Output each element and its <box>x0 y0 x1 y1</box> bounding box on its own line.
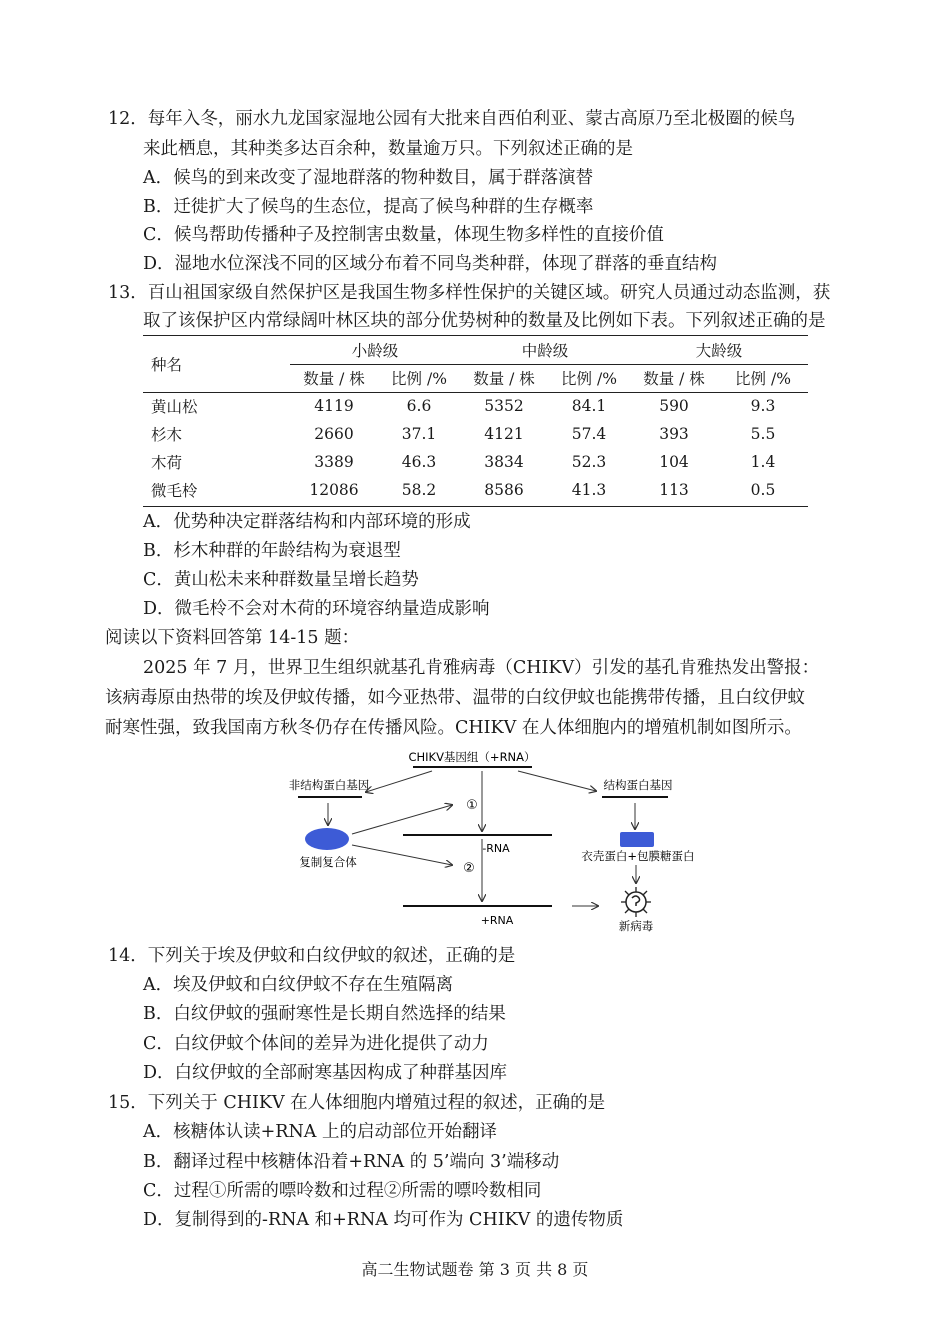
table-cell: 84.1 <box>571 397 607 415</box>
table-cell: 杉木 <box>151 426 183 444</box>
q13-stem-line1: 13．百山祖国家级自然保护区是我国生物多样性保护的关键区域。研究人员通过动态监测，获 <box>108 283 831 303</box>
table-row <box>143 392 808 420</box>
new-virus-label: 新病毒 <box>618 919 654 933</box>
table-cell: 393 <box>659 425 689 443</box>
new-virus-icon <box>621 887 651 917</box>
table-cell: 104 <box>659 453 689 471</box>
table-row <box>143 420 808 448</box>
q15-option-b: B．翻译过程中核糖体沿着+RNA 的 5’端向 3’端移动 <box>143 1152 560 1172</box>
table-cell: 52.3 <box>571 453 607 471</box>
capsid-protein-shape <box>620 832 654 847</box>
q12-stem-line1: 12．每年入冬，丽水九龙国家湿地公园有大批来自西伯利亚、蒙古高原乃至北极圈的候鸟 <box>108 109 796 129</box>
reading-paragraph-line2: 该病毒原由热带的埃及伊蚊传播，如今亚热带、温带的白纹伊蚊也能携带传播，且白纹伊蚊 <box>105 688 805 708</box>
q15-stem: 15．下列关于 CHIKV 在人体细胞内增殖过程的叙述，正确的是 <box>108 1093 606 1113</box>
arrow-replicase-to-step2 <box>352 845 452 865</box>
table-cell: 微毛柃 <box>151 482 198 500</box>
table-cell: 5352 <box>484 397 524 415</box>
q12-option-d: D．湿地水位深浅不同的区域分布着不同鸟类种群，体现了群落的垂直结构 <box>143 254 718 274</box>
table-cell: 0.5 <box>750 481 776 499</box>
q12-stem-line2: 来此栖息，其种类多达百余种，数量逾万只。下列叙述正确的是 <box>143 139 633 159</box>
q12-option-c: C．候鸟帮助传播种子及控制害虫数量，体现生物多样性的直接价值 <box>143 225 664 245</box>
reading-paragraph-line1: 2025 年 7 月，世界卫生组织就基孔肯雅病毒（CHIKV）引发的基孔肯雅热发出警报： <box>143 658 820 678</box>
q14-option-c: C．白纹伊蚊个体间的差异为进化提供了动力 <box>143 1034 489 1054</box>
table-cell: 木荷 <box>151 454 183 472</box>
group-header-medium: 中龄级 <box>521 342 569 360</box>
q14-stem: 14．下列关于埃及伊蚊和白纹伊蚊的叙述，正确的是 <box>108 946 516 966</box>
sub-header: 比例 /% <box>561 370 617 388</box>
table-cell: 37.1 <box>401 425 437 443</box>
table-cell: 57.4 <box>571 425 607 443</box>
table-cell: 2660 <box>314 425 354 443</box>
table-row <box>143 476 808 504</box>
q12-option-b: B．迁徙扩大了候鸟的生态位，提高了候鸟种群的生存概率 <box>143 197 594 217</box>
table-cell: 113 <box>659 481 689 499</box>
sub-header: 比例 /% <box>735 370 791 388</box>
table-row <box>143 448 808 476</box>
table-cell: 3389 <box>314 453 354 471</box>
table-cell: 8586 <box>484 481 524 499</box>
genome-label: CHIKV基因组（+RNA） <box>408 750 536 764</box>
q15-option-d: D．复制得到的-RNA 和+RNA 均可作为 CHIKV 的遗传物质 <box>143 1210 624 1230</box>
species-header: 种名 <box>151 356 183 374</box>
chikv-replication-diagram <box>270 745 710 940</box>
arrow-genome-to-nonstructural <box>366 771 432 792</box>
tree-species-table <box>143 336 808 504</box>
sub-header: 数量 / 株 <box>473 370 535 388</box>
arrow-genome-to-structural <box>518 771 596 791</box>
reading-paragraph-line3: 耐寒性强，致我国南方秋冬仍存在传播风险。CHIKV 在人体细胞内的增殖机制如图所示。 <box>105 718 802 738</box>
table-cell: 黄山松 <box>151 398 198 416</box>
table-cell: 5.5 <box>750 425 776 443</box>
plus-rna-label: +RNA <box>480 914 514 927</box>
table-cell: 46.3 <box>401 453 437 471</box>
q15-option-c: C．过程①所需的嘌呤数和过程②所需的嘌呤数相同 <box>143 1181 542 1201</box>
q13-option-d: D．微毛柃不会对木荷的环境容纳量造成影响 <box>143 599 490 619</box>
sub-header: 比例 /% <box>391 370 447 388</box>
table-cell: 12086 <box>309 481 359 499</box>
minus-rna-label: -RNA <box>482 842 510 855</box>
q14-option-a: A．埃及伊蚊和白纹伊蚊不存在生殖隔离 <box>143 975 454 995</box>
table-cell: 6.6 <box>406 397 432 415</box>
table-cell: 3834 <box>484 453 524 471</box>
step2-label: ② <box>463 861 475 876</box>
replicase-complex-label: 复制复合体 <box>299 855 357 869</box>
q13-stem-line2: 取了该保护区内常绿阔叶林区块的部分优势树种的数量及比例如下表。下列叙述正确的是 <box>143 311 826 331</box>
q13-option-b: B．杉木种群的年龄结构为衰退型 <box>143 541 401 561</box>
table-cell: 9.3 <box>750 397 776 415</box>
capsid-protein-label: 衣壳蛋白+包膜糖蛋白 <box>581 849 695 863</box>
table-cell: 4121 <box>484 425 524 443</box>
table-cell: 58.2 <box>401 481 437 499</box>
table-cell: 41.3 <box>571 481 607 499</box>
group-header-small: 小龄级 <box>351 342 399 360</box>
q12-option-a: A．候鸟的到来改变了湿地群落的物种数目，属于群落演替 <box>143 168 594 188</box>
table-bottom-rule <box>143 506 808 507</box>
arrow-replicase-to-step1 <box>352 805 452 834</box>
sub-header: 数量 / 株 <box>303 370 365 388</box>
nonstructural-gene-label: 非结构蛋白基因 <box>288 778 370 792</box>
reading-intro: 阅读以下资料回答第 14-15 题： <box>105 628 360 648</box>
q13-option-c: C．黄山松未来种群数量呈增长趋势 <box>143 570 419 590</box>
group-header-large: 大龄级 <box>695 342 743 360</box>
sub-header: 数量 / 株 <box>643 370 705 388</box>
table-group-header-row <box>143 336 808 364</box>
structural-gene-label: 结构蛋白基因 <box>603 778 673 792</box>
q14-option-d: D．白纹伊蚊的全部耐寒基因构成了种群基因库 <box>143 1063 508 1083</box>
table-cell: 4119 <box>314 397 354 415</box>
q13-option-a: A．优势种决定群落结构和内部环境的形成 <box>143 512 471 532</box>
table-cell: 590 <box>659 397 689 415</box>
table-cell: 1.4 <box>750 453 776 471</box>
replicase-complex-shape <box>305 828 349 850</box>
q14-option-b: B．白纹伊蚊的强耐寒性是长期自然选择的结果 <box>143 1004 506 1024</box>
step1-label: ① <box>466 798 478 813</box>
page-footer: 高二生物试题卷 第 3 页 共 8 页 <box>361 1260 589 1279</box>
q15-option-a: A．核糖体认读+RNA 上的启动部位开始翻译 <box>143 1122 497 1142</box>
